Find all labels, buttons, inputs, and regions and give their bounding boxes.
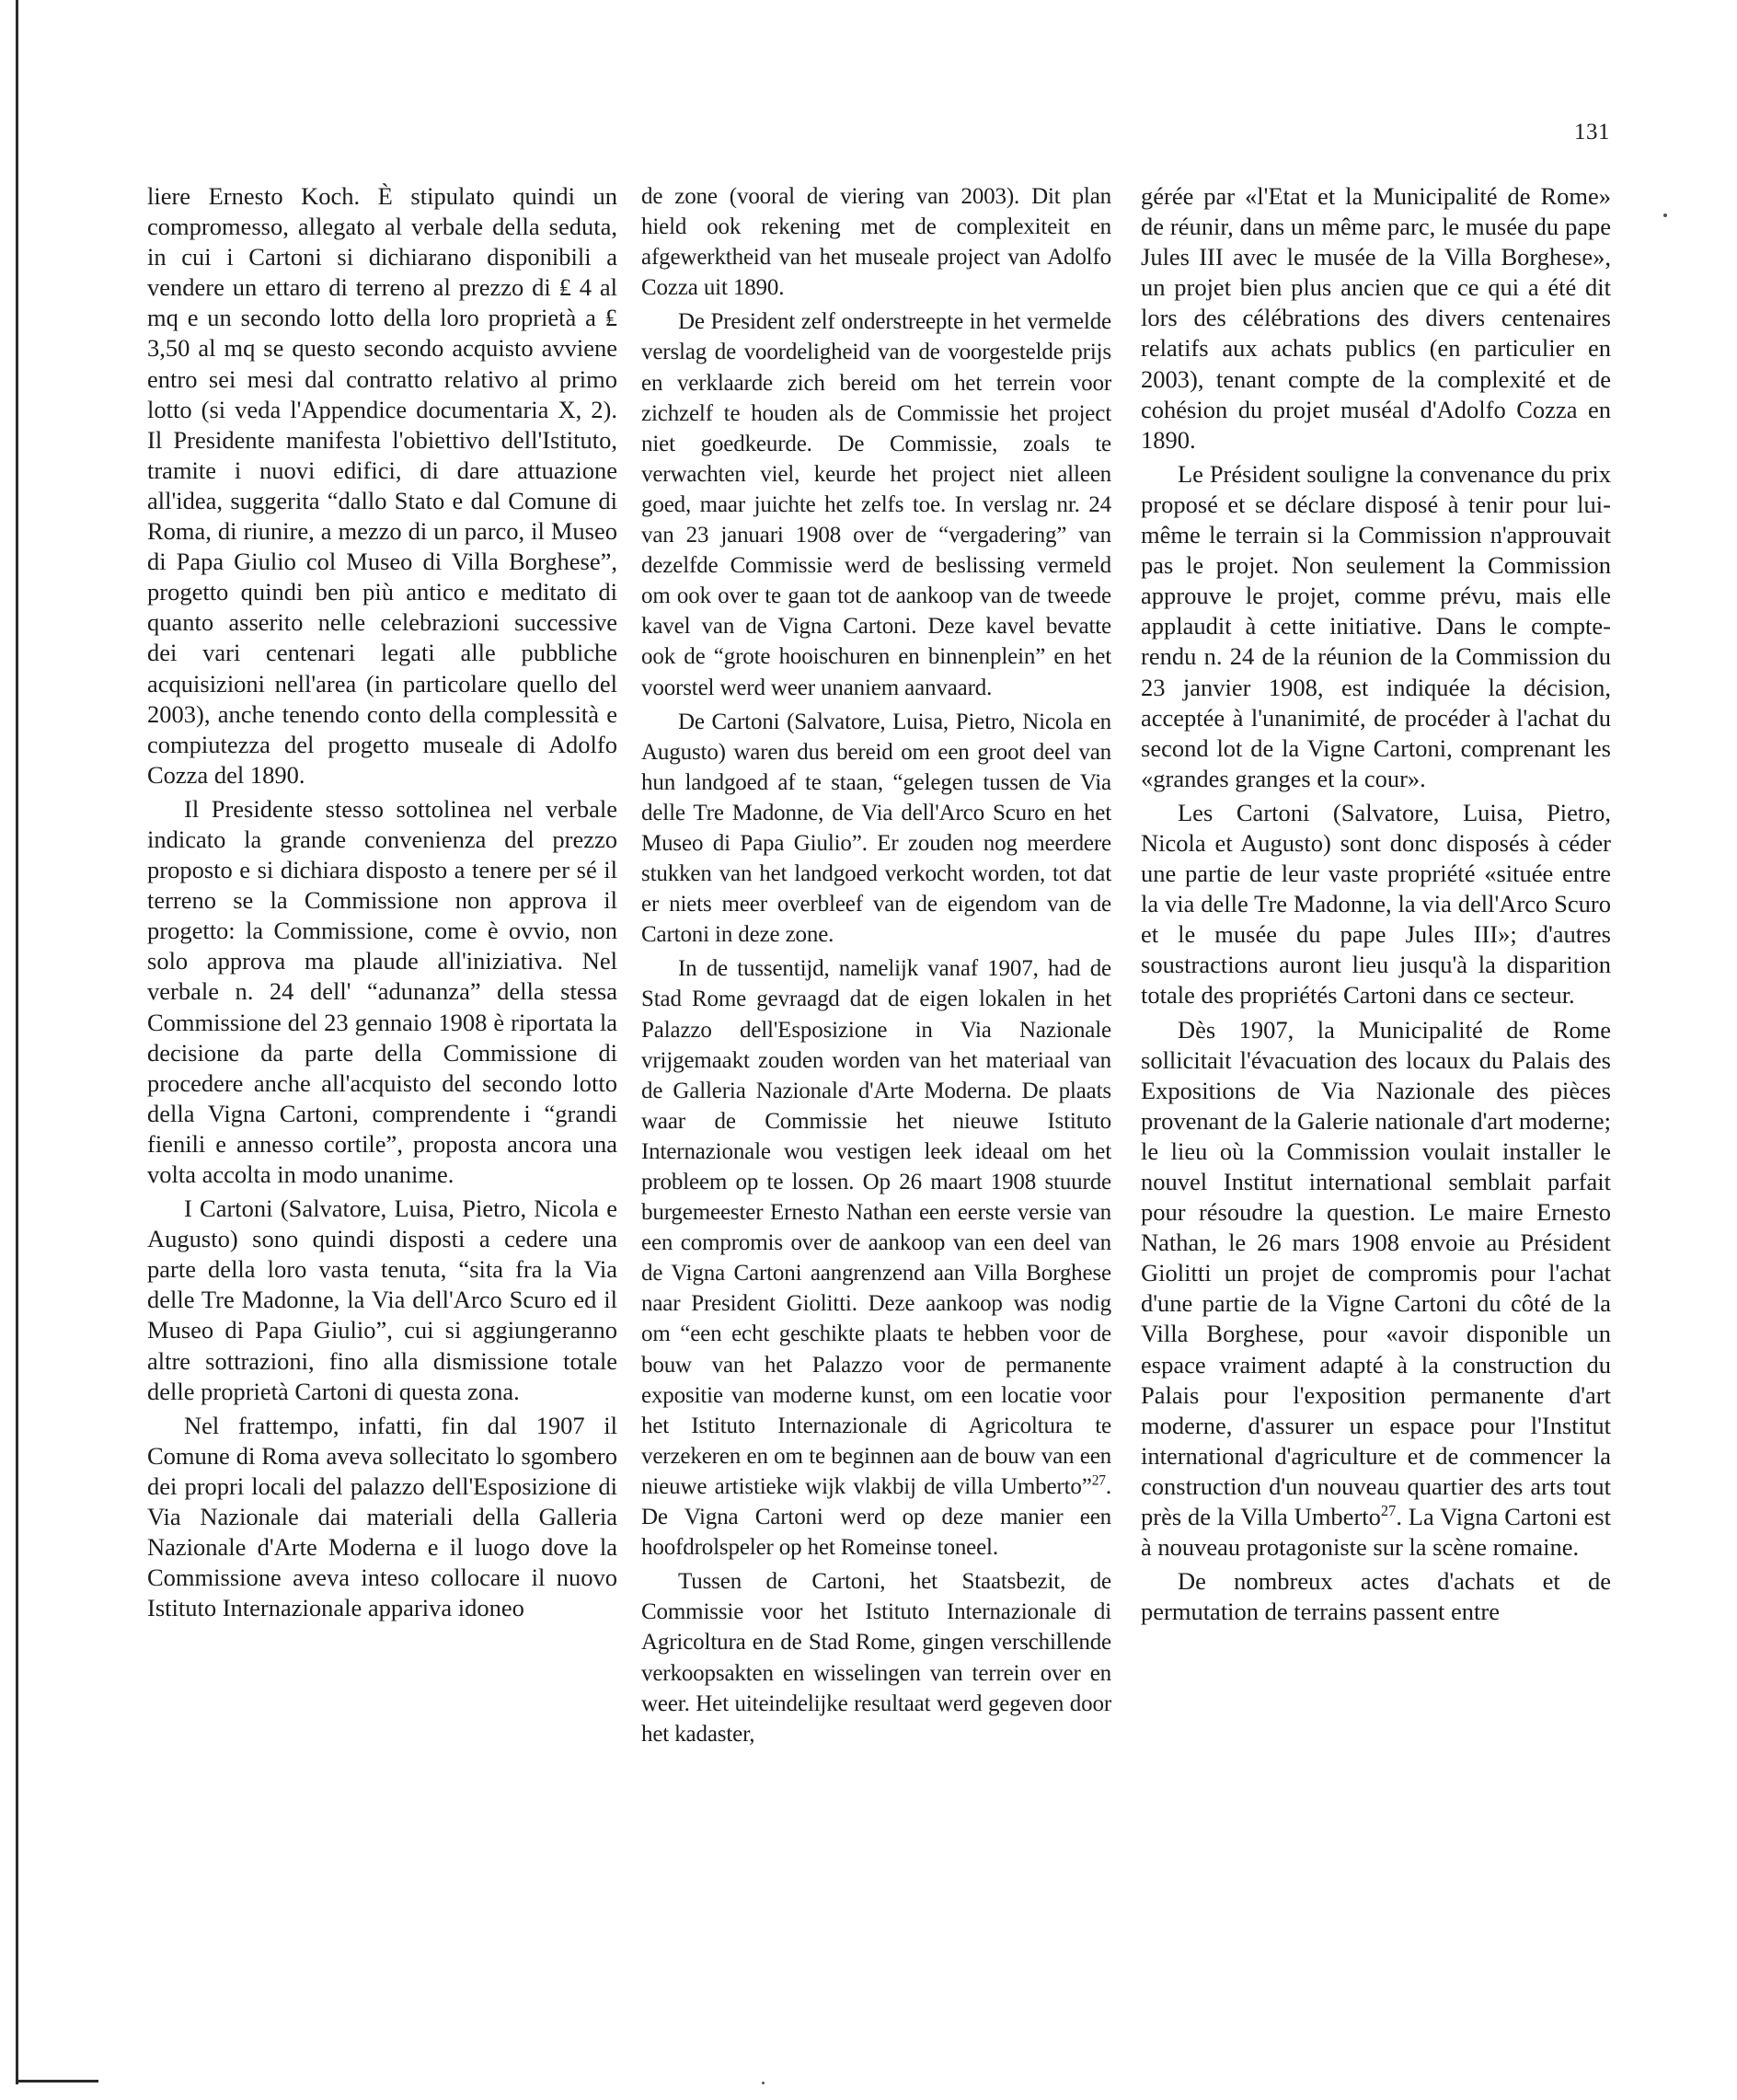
footnote-marker: 27 xyxy=(1091,1472,1106,1489)
french-column xyxy=(1141,181,1611,1627)
dutch-column xyxy=(641,181,1111,1749)
paragraph-text: . La Vigna Cartoni est à nouveau protagoniste sur la scène romaine. xyxy=(1141,1503,1611,1562)
scan-speck xyxy=(1663,213,1667,217)
paragraph xyxy=(1141,1015,1611,1563)
paragraph: De President zelf onderstreepte in het vermelde verslag de voordeligheid van de voorgestelde prijs en verklaarde zich bereid om het terrein voor zichzelf te houden als de Commissie het project niet goedkeurde. De Commissie, zoals te verwachten viel, keurde het project niet alleen goed, maar juichte het zelfs toe. In verslag nr. 24 van 23 januari 1908 over de “vergadering” van dezelfde Commissie werd de beslissing vermeld om ook over te gaan tot de aankoop van de tweede kavel van de Vigna Cartoni. Deze kavel bevatte ook de “grote hooischuren en binnenplein” en het voorstel werd weer unaniem aanvaard. xyxy=(641,309,1111,700)
paragraph: Il Presidente stesso sottolinea nel verbale indicato la grande convenienza del prezzo proposto e si dichiara disposto a tenere per sé il terreno se la Commissione non approva il progetto: la Commissione, come è ovvio, non solo approva ma plaude all'iniziativa. Nel verbale n. 24 dell' “adunanza” della stessa Commissione del 23 gennaio 1908 è riportata la decisione da parte della Commissione di procedere anche all'acquisto del secondo lotto della Vigna Cartoni, comprendente i “grandi fienili e annesso cortile”, proposta ancora una volta accolta in modo unanime. xyxy=(147,794,617,1188)
paragraph: gérée par «l'Etat et la Municipalité de Rome» de réunir, dans un même parc, le musée du pape Jules III avec le musée de la Villa Borghese», un projet bien plus ancien que ce qui a été dit lors des célébrations des divers centenaires relatifs aux achats publics (en particulier en 2003), tenant compte de la complexité et de cohésion du projet muséal d'Adolfo Cozza en 1890. xyxy=(1141,182,1611,454)
paragraph: Les Cartoni (Salvatore, Luisa, Pietro, Nicola et Augusto) sont donc disposés à céder une partie de leur vaste propriété «située entre la via delle Tre Madonne, la via dell'Arco Scuro et le musée du pape Jules III»; d'autres soustractions auront lieu jusqu'à la disparition totale des propriétés Cartoni dans ce secteur. xyxy=(1141,798,1611,1010)
paragraph-text: In de tussentijd, namelijk vanaf 1907, had de Stad Rome gevraagd dat de eigen lokalen in het Palazzo dell'Esposizione in Via Nazionale vrijgemaakt zouden worden van het materiaal van de Galleria Nazionale d'Arte Moderna. De plaats waar de Commissie het nieuwe Istituto Internazionale wou vestigen leek ideaal om het probleem op te lossen. Op 26 maart 1908 stuurde burgemeester Ernesto Nathan een eerste versie van een compromis over de aankoop van een deel van de Vigna Cartoni aangrenzend aan Villa Borghese naar President Giolitti. Deze aankoop was nodig om “een echt geschikte plaats te hebben voor de bouw van het Palazzo voor de permanente expositie van moderne kunst, om een locatie voor het Istituto Internazionale di Agricoltura te verzekeren en om te beginnen aan de bouw van een nieuwe artistieke wijk vlakbij de villa Umberto” xyxy=(641,956,1111,1499)
paragraph: De Cartoni (Salvatore, Luisa, Pietro, Nicola en Augusto) waren dus bereid om een groot deel van hun landgoed af te staan, “gelegen tussen de Via delle Tre Madonne, de Via dell'Arco Scuro en het Museo di Papa Giulio”. Er zouden nog meerdere stukken van het landgoed verkocht worden, tot dat er niets meer overbleef van de eigendom van de Cartoni in deze zone. xyxy=(641,709,1111,948)
scan-shadow-left xyxy=(16,0,18,2084)
paragraph-text: . De Vigna Cartoni werd op deze manier een hoofdrolspeler op het Romeinse toneel. xyxy=(641,1473,1111,1561)
scan-shadow-bottom xyxy=(16,2080,98,2083)
paragraph: De nombreux actes d'achats et de permutation de terrains passent entre xyxy=(1141,1567,1611,1626)
paragraph: de zone (vooral de viering van 2003). Dit plan hield ook rekening met de complexiteit en afgewerktheid van het museale project van Adolfo Cozza uit 1890. xyxy=(641,184,1111,301)
italian-column xyxy=(147,181,617,1623)
paragraph: Le Président souligne la convenance du prix proposé et se déclare disposé à tenir pour lui-même le terrain si la Commission n'approuvait pas le projet. Non seulement la Commission approuve le projet, comme prévu, mais elle applaudit à cette initiative. Dans le compte-rendu n. 24 de la réunion de la Commission du 23 janvier 1908, est indiquée la décision, acceptée à l'unanimité, de procéder à l'achat du second lot de la Vigne Cartoni, comprenant les «grandes granges et la cour». xyxy=(1141,459,1611,792)
scan-speck xyxy=(762,2082,765,2084)
paragraph: I Cartoni (Salvatore, Luisa, Pietro, Nicola e Augusto) sono quindi disposti a cedere una parte della loro vasta tenuta, “sita fra la Via delle Tre Madonne, la Via dell'Arco Scuro ed il Museo di Papa Giulio”, cui si aggiungeranno altre sottrazioni, fino alla dismissione totale delle proprietà Cartoni di questa zona. xyxy=(147,1194,617,1405)
paragraph: liere Ernesto Koch. È stipulato quindi un compromesso, allegato al verbale della seduta, in cui i Cartoni si dichiarano disponibili a vendere un ettaro di terreno al prezzo di ₤ 4 al mq e un secondo lotto della loro proprietà a ₤ 3,50 al mq se questo secondo acquisto avviene entro sei mesi dal contratto relativo al primo lotto (si veda l'Appendice documentaria X, 2). Il Presidente manifesta l'obiettivo dell'Istituto, tramite i nuovi edifici, di dare attuazione all'idea, suggerita “dallo Stato e dal Comune di Roma, di riunire, a mezzo di un parco, il Museo di Papa Giulio col Museo di Villa Borghese”, progetto quindi ben più antico e meditato di quanto asserito nelle celebrazioni successive dei vari centenari legati alle pubbliche acquisizioni nell'area (in particolare quello del 2003), anche tenendo conto della complessità e compiutezza del progetto museale di Adolfo Cozza del 1890. xyxy=(147,182,617,789)
footnote-marker: 27 xyxy=(1380,1502,1397,1520)
paragraph-text: Dès 1907, la Municipalité de Rome sollicitait l'évacuation des locaux du Palais des Expositions de Via Nazionale des pièces provenant de la Galerie nationale d'art moderne; le lieu où la Commission voulait installer le nouvel Institut international semblait parfait pour résoudre la question. Le maire Ernesto Nathan, le 26 mars 1908 envoie au Président Giolitti un projet de compromis pour l'achat d'une partie de la Vigne Cartoni du côté de la Villa Borghese, pour «avoir disponible un espace vraiment adapté à la construction du Palais pour l'exposition permanente d'art moderne, d'assurer un espace pour l'Institut international d'agriculture et de commencer la construction d'un nouveau quartier des arts tout près de la Villa Umberto xyxy=(1141,1015,1611,1531)
paragraph xyxy=(641,953,1111,1563)
page-number: 131 xyxy=(1574,120,1610,144)
paragraph: Tussen de Cartoni, het Staatsbezit, de Commissie voor het Istituto Internazionale di Agricoltura en de Stad Rome, gingen verschillende verkoopsakten en wisselingen van terrein over en weer. Het uiteindelijke resultaat werd gegeven door het kadaster, xyxy=(641,1569,1111,1747)
paragraph: Nel frattempo, infatti, fin dal 1907 il Comune di Roma aveva sollecitato lo sgombero dei propri locali del palazzo dell'Esposizione di Via Nazionale dai materiali della Galleria Nazionale d'Arte Moderna e il luogo dove la Commissione aveva inteso collocare il nuovo Istituto Internazionale appariva idoneo xyxy=(147,1411,617,1622)
